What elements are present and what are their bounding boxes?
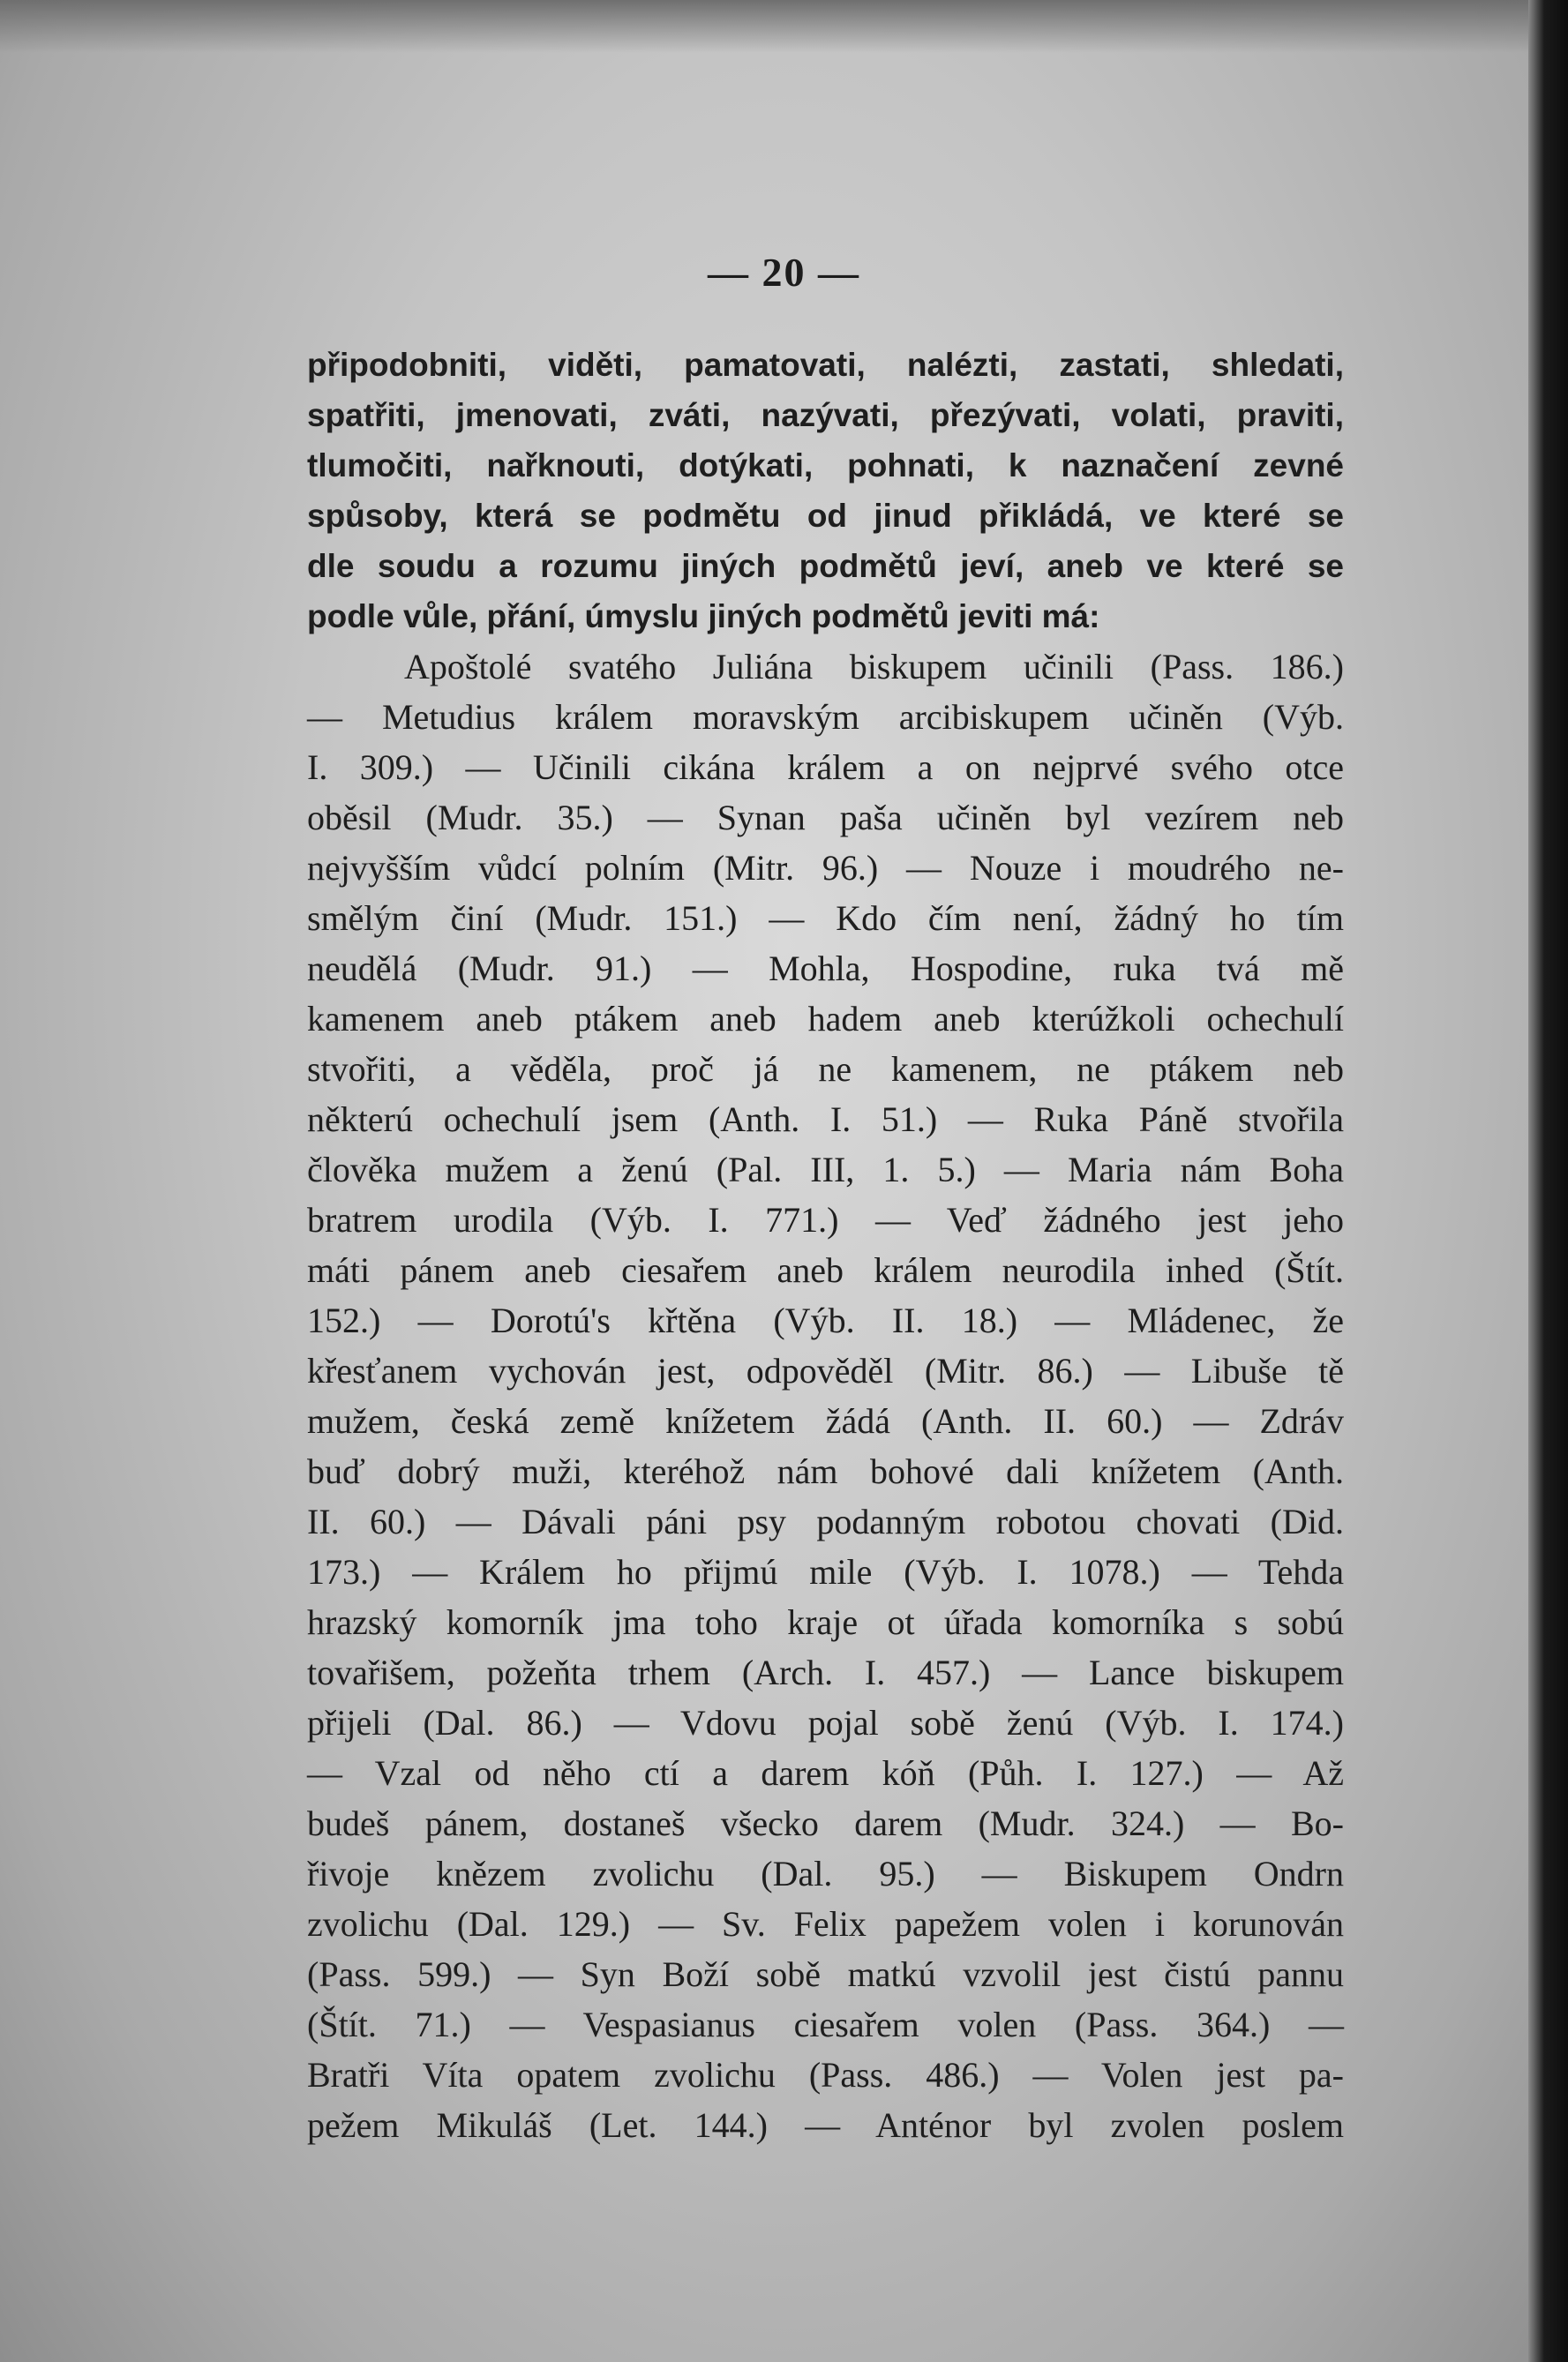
example-line: — Vzal od něho ctí a darem kóň (Půh. I. 127.) — Až xyxy=(307,1753,1344,1793)
example-line: přijeli (Dal. 86.) — Vdovu pojal sobě ženú (Výb. I. 174.) xyxy=(307,1703,1344,1743)
example-line: mužem, česká země knížetem žádá (Anth. II. 60.) — Zdráv xyxy=(307,1401,1344,1441)
example-line: 173.) — Králem ho přijmú mile (Výb. I. 1078.) — Tehda xyxy=(307,1552,1344,1592)
example-line: bratrem urodila (Výb. I. 771.) — Veď žádného jest jeho xyxy=(307,1200,1344,1240)
example-line: nejvyšším vůdcí polním (Mitr. 96.) — Nouze i moudrého ne- xyxy=(307,848,1344,888)
example-line: 152.) — Dorotú's křtěna (Výb. II. 18.) — Mládenec, že xyxy=(307,1301,1344,1340)
example-line: Bratři Víta opatem zvolichu (Pass. 486.) — Volen jest pa- xyxy=(307,2055,1344,2095)
intro-line: tlumočiti, nařknouti, dotýkati, pohnati, k naznačení zevné xyxy=(307,447,1344,484)
page-body xyxy=(307,340,1344,2150)
example-line: hrazský komorník jma toho kraje ot úřada komorníka s sobú xyxy=(307,1602,1344,1642)
example-line: smělým činí (Mudr. 151.) — Kdo čím není, žádný ho tím xyxy=(307,898,1344,938)
example-line: buď dobrý muži, kteréhož nám bohové dali knížetem (Anth. xyxy=(307,1451,1344,1491)
example-line: neudělá (Mudr. 91.) — Mohla, Hospodine, ruka tvá mě xyxy=(307,949,1344,988)
example-line: I. 309.) — Učinili cikána králem a on nejprvé svého otce xyxy=(307,747,1344,787)
example-line: stvořiti, a věděla, proč já ne kamenem, ne ptákem neb xyxy=(307,1049,1344,1089)
example-line: máti pánem aneb ciesařem aneb králem neurodila inhed (Štít. xyxy=(307,1250,1344,1290)
example-line: pežem Mikuláš (Let. 144.) — Anténor byl zvolen poslem xyxy=(307,2105,1344,2145)
example-line: budeš pánem, dostaneš všecko darem (Mudr. 324.) — Bo- xyxy=(307,1803,1344,1843)
page-top-shadow xyxy=(0,0,1568,53)
example-line: Apoštolé svatého Juliána biskupem učinili (Pass. 186.) xyxy=(404,647,1344,686)
example-line: (Štít. 71.) — Vespasianus ciesařem volen (Pass. 364.) — xyxy=(307,2005,1344,2044)
intro-line: podle vůle, přání, úmyslu jiných podmětů jeviti má: xyxy=(307,598,1100,634)
example-line: člověka mužem a ženú (Pal. III, 1. 5.) — Maria nám Boha xyxy=(307,1150,1344,1189)
example-line: kamenem aneb ptákem aneb hadem aneb kterúžkoli ochechulí xyxy=(307,999,1344,1039)
intro-line: připodobniti, viděti, pamatovati, nalézti, zastati, shledati, xyxy=(307,347,1344,383)
example-line: II. 60.) — Dávali páni psy podanným robotou chovati (Did. xyxy=(307,1502,1344,1541)
intro-line: spatřiti, jmenovati, zváti, nazývati, přezývati, volati, praviti, xyxy=(307,397,1344,433)
page-number: — 20 — xyxy=(708,250,860,295)
example-line: řivoje knězem zvolichu (Dal. 95.) — Biskupem Ondrn xyxy=(307,1854,1344,1893)
example-line: zvolichu (Dal. 129.) — Sv. Felix papežem volen i korunován xyxy=(307,1904,1344,1944)
example-line: (Pass. 599.) — Syn Boží sobě matkú vzvolil jest čistú pannu xyxy=(307,1954,1344,1994)
example-line: — Metudius králem moravským arcibiskupem učiněn (Výb. xyxy=(307,697,1344,737)
intro-line: dle soudu a rozumu jiných podmětů jeví, aneb ve které se xyxy=(307,548,1344,584)
example-line: křesťanem vychován jest, odpověděl (Mitr. 86.) — Libuše tě xyxy=(307,1351,1344,1391)
example-line: některú ochechulí jsem (Anth. I. 51.) — Ruka Páně stvořila xyxy=(307,1099,1344,1139)
page-right-edge xyxy=(1528,0,1568,2362)
intro-line: spůsoby, která se podmětu od jinud přikládá, ve které se xyxy=(307,498,1344,534)
example-line: oběsil (Mudr. 35.) — Synan paša učiněn byl vezírem neb xyxy=(307,798,1344,837)
example-line: tovařišem, požeňta trhem (Arch. I. 457.) — Lance biskupem xyxy=(307,1653,1344,1692)
